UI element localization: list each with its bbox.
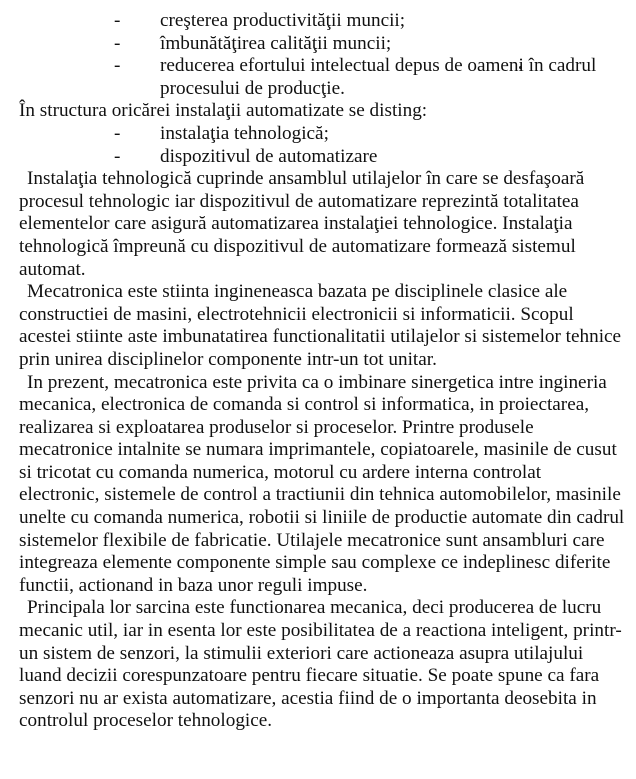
bullet-list-goals [19, 10, 626, 100]
paragraph-main-task: Principala lor sarcina este functionarea mecanica, deci producerea de lucru mecanic util, iar in esenta lor este posibilitatea de a reactiona inteligent, printr-un sistem de senzori, la stimulii exteriori care actioneaza asupra utilajului luand decizii corespunzatoare pentru fiecare situatie. Se poate spune ca fara senzori nu ar exista automatizare, acestia fiind de o importanta deosebita in controlul proceselor tehnologice. [19, 597, 622, 732]
list-item [19, 33, 626, 56]
bullet-text: creşterea productivităţii muncii; [160, 10, 406, 31]
paragraph-mechatronics-today: In prezent, mecatronica este privita ca o imbinare sinergetica intre ingineria mecanica, electronica de comanda si control si informatica, in proiectarea, realizarea si exploatarea produselor si proceselor. Printre produsele mecatronice intalnite se numara imprimantele, copiatoarele, masinile de cusut si tricotat cu comanda numerica, motorul cu ardere interna controlat electronic, sistemele de control a tractiunii din tehnica automobilelor, masinile unelte cu comanda numerica, robotii si liniile de productie automate din cadrul sistemelor flexibile de fabricatie. Utilajele mecatronice sunt ansambluri care integreaza elemente componente simple sau complexe ce indeplinesc diferite functii, actionand in baza unor reguli impuse. [19, 371, 625, 596]
intro-line: În structura oricărei instalaţii automatizate se disting: [19, 100, 428, 122]
bullet-text: instalaţia tehnologică; [160, 122, 329, 144]
bullet-dash: - [114, 10, 121, 31]
list-item [19, 55, 626, 100]
list-item [19, 10, 626, 33]
paragraph-installation: Instalaţia tehnologică cuprinde ansamblul utilajelor în care se desfaşoară procesul tehnologic iar dispozitivul de automatizare reprezintă totalitatea elementelor care asigură automatizarea instalaţiei tehnologice. Instalaţia tehnologică împreună cu dispozitivul de automatizare formează sistemul automat. [19, 168, 585, 280]
bullet-text: îmbunătăţirea calităţii muncii; [160, 32, 392, 54]
list-item [19, 123, 626, 146]
bullet-dash: - [114, 145, 121, 167]
bullet-dash: - [114, 122, 121, 144]
bullet-text: reducerea efortului intelectual depus de oameni în cadrul procesului de producţie. [160, 55, 597, 99]
bullet-text: dispozitivul de automatizare [160, 145, 378, 167]
bullet-dash: - [114, 55, 121, 77]
bullet-dash: - [114, 32, 121, 54]
list-item [19, 146, 626, 169]
bullet-list-structure [19, 123, 626, 168]
paragraph-mechatronics-definition: Mecatronica este stiinta ingineneasca bazata pe disciplinele clasice ale constructiei de masini, electrotehnicii electronicii si informaticii. Scopul acestei stiinte aste imbunatatirea functionalitatii utilajelor si sistemelor tehnice prin unirea disciplinelor componente intr-un tot unitar. [19, 281, 622, 370]
